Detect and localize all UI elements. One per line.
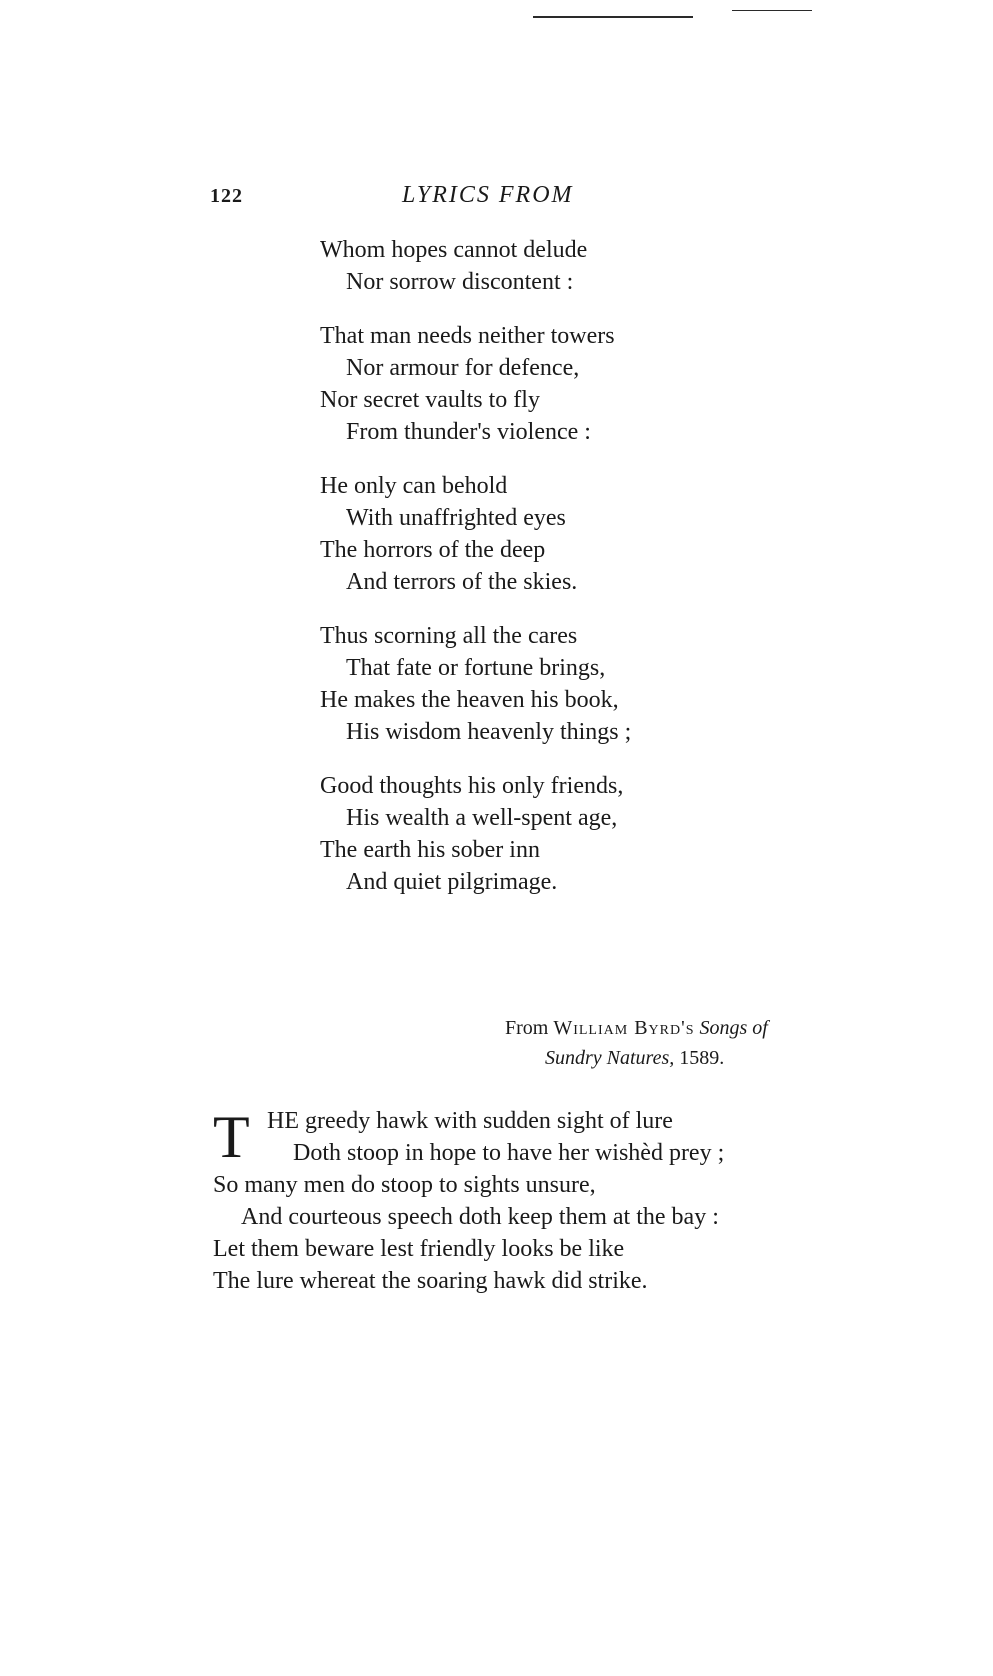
- poem-line: Thus scorning all the cares: [320, 623, 578, 649]
- source-work-title: Songs of: [699, 1017, 768, 1039]
- poem-line: And quiet pilgrimage.: [346, 869, 558, 895]
- lyric: [213, 1105, 913, 1297]
- poem-line: That man needs neither towers: [320, 323, 615, 349]
- poem-line: Nor secret vaults to fly: [320, 387, 540, 413]
- poem-line: His wealth a well-spent age,: [346, 805, 618, 831]
- poem-line: Nor sorrow discontent :: [346, 269, 574, 295]
- poem-line: From thunder's violence :: [346, 419, 591, 445]
- source-line-2: [505, 1043, 768, 1073]
- scan-mark-line: [732, 10, 812, 11]
- source-work-title-cont: Sundry Natures,: [545, 1047, 675, 1069]
- poem-line: His wisdom heavenly things ;: [346, 719, 632, 745]
- poem-line: And terrors of the skies.: [346, 569, 578, 595]
- poem-line: He makes the heaven his book,: [320, 687, 619, 713]
- stanza: [320, 620, 631, 748]
- lyric-line: HE greedy hawk with sudden sight of lure: [267, 1108, 673, 1134]
- lyric-line: Let them beware lest friendly looks be like: [213, 1236, 625, 1262]
- lyric-line: The lure whereat the soaring hawk did strike.: [213, 1268, 648, 1294]
- poem-line: He only can behold: [320, 473, 508, 499]
- stanza: [320, 470, 631, 598]
- stanza: [320, 234, 631, 298]
- page-number: 122: [210, 185, 243, 207]
- stanza: [320, 320, 631, 448]
- poem-line: With unaffrighted eyes: [346, 505, 566, 531]
- drop-cap: T: [213, 1104, 250, 1170]
- source-author: William Byrd's: [553, 1017, 695, 1039]
- poem-line: Whom hopes cannot delude: [320, 237, 588, 263]
- source-line-1: [505, 1013, 768, 1043]
- poem-line: Nor armour for defence,: [346, 355, 580, 381]
- poem-line: The earth his sober inn: [320, 837, 540, 863]
- running-head: LYRICS FROM: [402, 182, 574, 208]
- lyric-line: And courteous speech doth keep them at the bay :: [241, 1204, 719, 1230]
- poem: [320, 234, 631, 898]
- stanza: [320, 770, 631, 898]
- lyric-line: Doth stoop in hope to have her wishèd prey ;: [293, 1140, 725, 1166]
- source-year: 1589.: [679, 1047, 725, 1069]
- lyric-line: So many men do stoop to sights unsure,: [213, 1172, 596, 1198]
- source-prefix: From: [505, 1017, 554, 1039]
- poem-line: The horrors of the deep: [320, 537, 546, 563]
- poem-line: That fate or fortune brings,: [346, 655, 606, 681]
- scan-mark-line: [533, 16, 693, 18]
- source-attribution: [505, 1013, 768, 1073]
- poem-line: Good thoughts his only friends,: [320, 773, 624, 799]
